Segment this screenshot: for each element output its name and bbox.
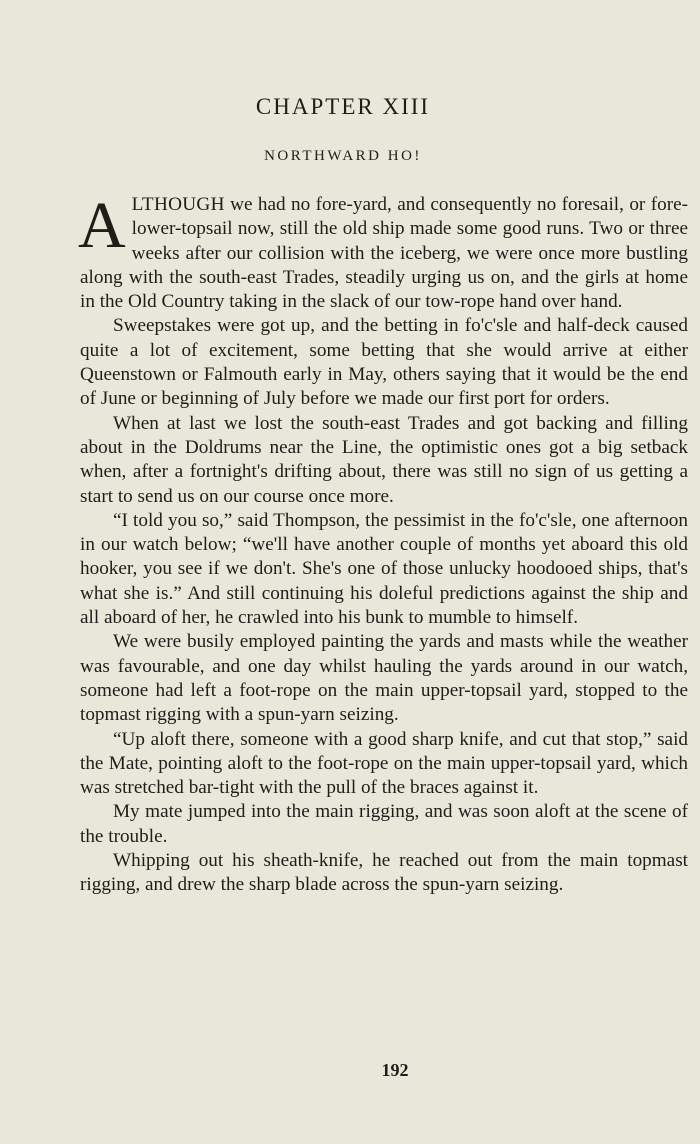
paragraph-7: My mate jumped into the main rigging, and was soon aloft at the scene of the trouble. — [80, 801, 688, 847]
paragraph-5: We were busily employed painting the yards and masts while the weather was favourable, and one day whilst hauling the yards around in our watch, someone had left a foot-rope on the main upper-topsail yard, stopped to the topmast rigging with a spun-yarn seizing. — [80, 631, 688, 726]
paragraph-4: “I told you so,” said Thompson, the pessimist in the fo'c'sle, one afternoon in our watch below; “we'll have another couple of months yet aboard this old hooker, you see if we don't. She's one of those unlucky hoodooed ships, that's what she is.” And still continuing his doleful predictions against the ship and all aboard of her, he crawled into his bunk to mumble to himself. — [80, 509, 688, 629]
chapter-heading: CHAPTER XIII — [255, 94, 431, 119]
paragraph-8: Whipping out his sheath-knife, he reached out from the main topmast rigging, and drew the sharp blade across the spun-yarn seizing. — [80, 850, 688, 896]
chapter-subtitle: NORTHWARD HO! — [264, 148, 422, 164]
paragraph-2: Sweepstakes were got up, and the betting in fo'c'sle and half-deck caused quite a lot of excitement, some betting that she would arrive at either Queenstown or Falmouth early in May, others saying that it would be the end of June or beginning of July before we made our first port for orders. — [80, 315, 688, 410]
paragraph-3: When at last we lost the south-east Trades and got backing and filling about in the Doldrums near the Line, the optimistic ones got a big setback when, after a fortnight's drifting about, there was still no sign of us getting a start to send us on our course once more. — [80, 412, 688, 507]
lead-caps: LTHOUGH — [131, 194, 225, 215]
page-number: 192 — [381, 1060, 409, 1080]
drop-cap: A — [78, 189, 126, 262]
paragraph-1-text: we had no fore-yard, and consequently no foresail, or fore-lower-topsail now, still the old ship made some good runs. Two or three weeks after our collision with the iceberg, we were once more bustling along with the south-east Trades, steadily urging us on, and the girls at home in the Old Country taking in the slack of our tow-rope hand over hand. — [80, 194, 688, 313]
body-text — [78, 189, 688, 898]
paragraph-1 — [78, 189, 688, 314]
paragraph-6: “Up aloft there, someone with a good sharp knife, and cut that stop,” said the Mate, pointing aloft to the foot-rope on the main upper-topsail yard, which was stretched bar-tight with the pull of the braces against it. — [80, 728, 688, 799]
